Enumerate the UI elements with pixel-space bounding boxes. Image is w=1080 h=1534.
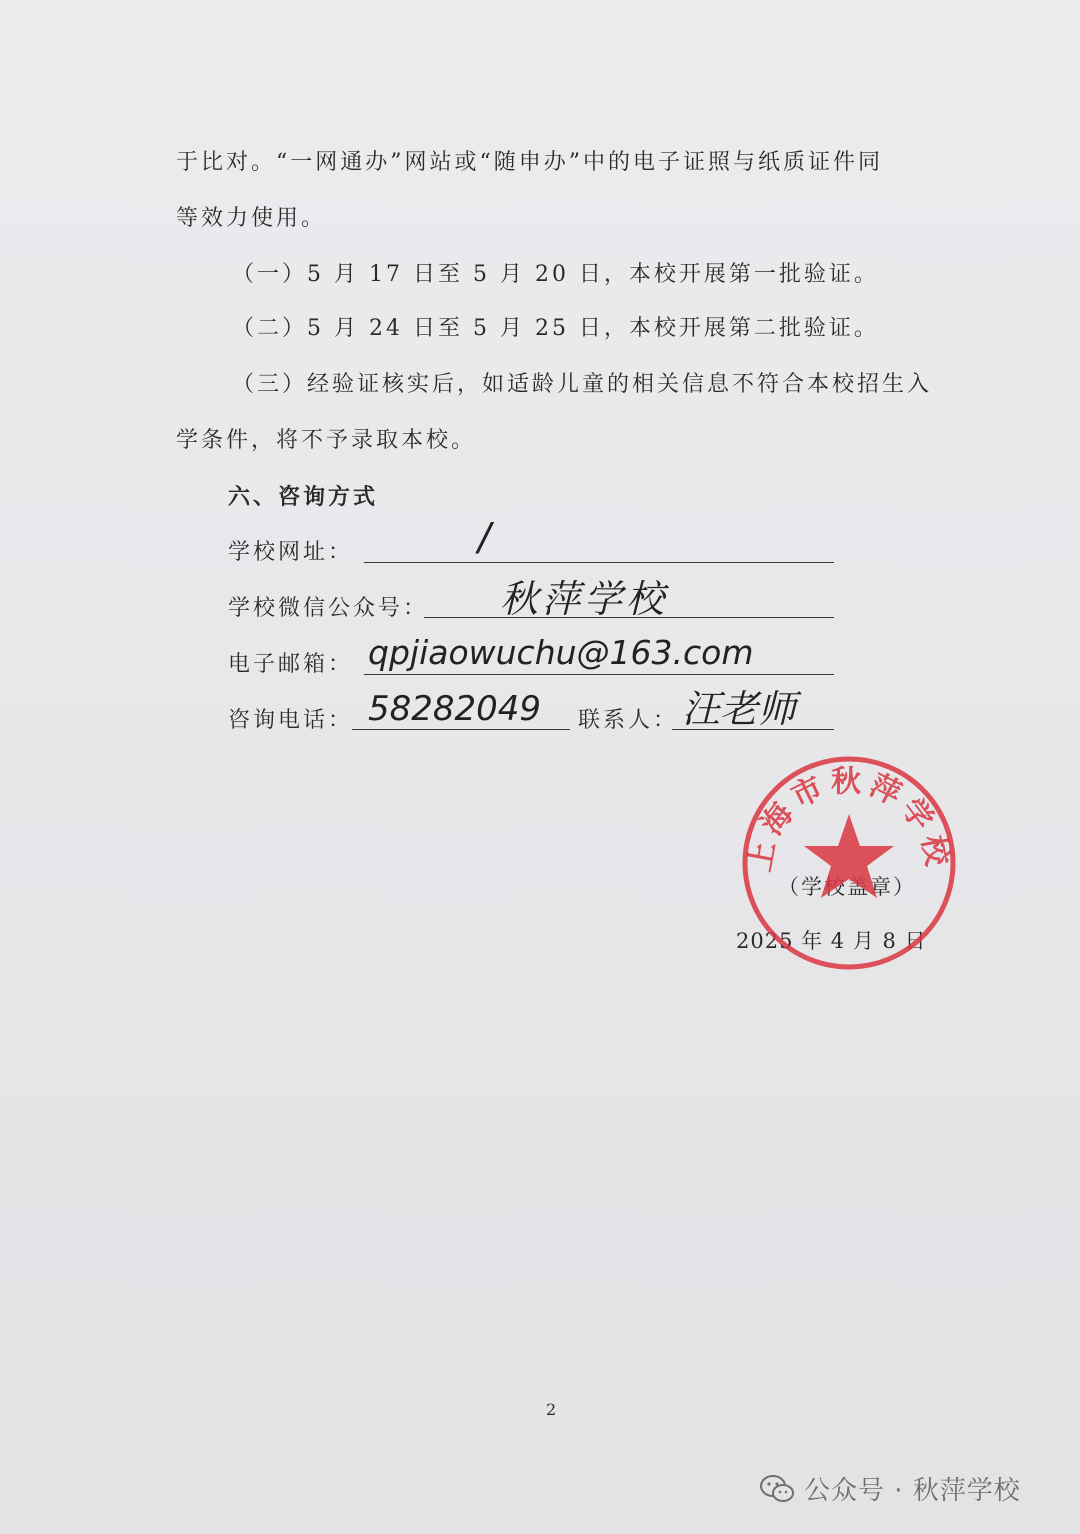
- stamp-note: （学校盖章）: [778, 875, 916, 899]
- phone-value: 58282049: [368, 689, 542, 729]
- list-item: （二）5 月 24 日至 5 月 25 日，本校开展第二批验证。: [232, 316, 879, 341]
- page-number: 2: [546, 1400, 557, 1419]
- contact-person-value: 汪老师: [682, 687, 797, 731]
- website-value: /: [478, 515, 491, 559]
- phone-underline: [352, 729, 570, 730]
- email-value: qpjiaowuchu@163.com: [368, 633, 754, 672]
- seal-text: 上海市秋萍学校: [742, 764, 956, 875]
- website-label: 学校网址：: [228, 540, 354, 565]
- wechat-label: 学校微信公众号：: [228, 596, 429, 621]
- list-item: （三）经验证核实后，如适龄儿童的相关信息不符合本校招生入: [232, 372, 933, 397]
- section-heading: 六、咨询方式: [228, 484, 379, 510]
- wechat-value: 秋萍学校: [500, 577, 669, 621]
- signature-date: 2025 年 4 月 8 日: [736, 929, 927, 953]
- official-seal: [738, 752, 960, 974]
- list-item: （一）5 月 17 日至 5 月 20 日，本校开展第一批验证。: [232, 262, 879, 287]
- website-underline: [364, 562, 834, 563]
- seal-star-icon: [804, 814, 894, 898]
- list-item-continuation: 学条件，将不予录取本校。: [176, 428, 477, 453]
- paragraph-line: 等效力使用。: [176, 206, 327, 231]
- watermark: [760, 1470, 1021, 1507]
- phone-label: 咨询电话：: [228, 708, 354, 733]
- email-label: 电子邮箱：: [228, 652, 354, 677]
- wechat-icon: [760, 1474, 794, 1504]
- contact-person-label: 联系人：: [578, 708, 679, 733]
- email-underline: [364, 674, 834, 675]
- paragraph-line: 于比对。“一网通办”网站或“随申办”中的电子证照与纸质证件同: [176, 150, 883, 175]
- watermark-text: 公众号 · 秋萍学校: [804, 1476, 1021, 1506]
